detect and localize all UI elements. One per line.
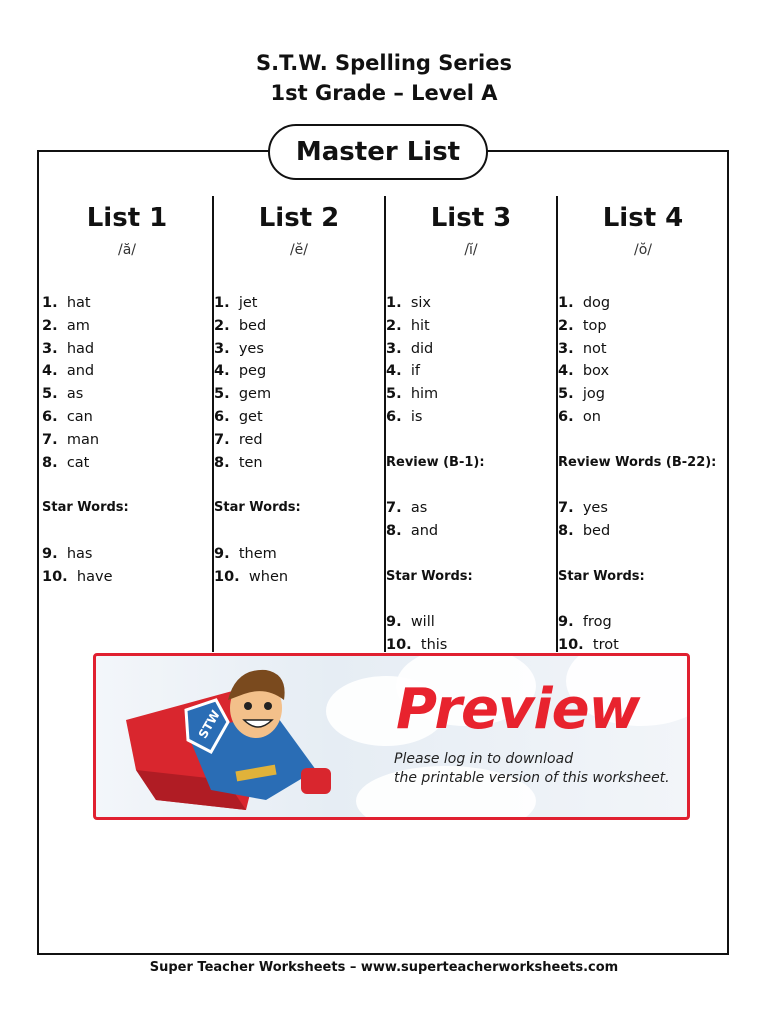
item-number: 5. [214,386,230,403]
spelling-word: if [410,363,420,380]
item-number: 4. [386,363,402,380]
item-number: 1. [42,295,58,311]
spacer [214,474,384,497]
list-item [214,360,384,383]
list-column-3 [386,196,556,657]
list-item [558,520,728,543]
spelling-word: hit [410,317,430,334]
list-title: List 2 [258,203,340,233]
list-item [214,315,384,338]
list-item [42,566,212,589]
item-number: 7. [558,500,574,517]
item-number: 2. [558,317,574,334]
list-item [386,360,556,383]
spelling-word: bed [582,522,611,539]
word-list [42,292,212,588]
list-item [386,338,556,361]
worksheet-header [0,48,768,108]
spelling-word: can [66,408,93,425]
item-number: 5. [42,386,58,403]
spelling-word: on [582,408,601,425]
list-sound: /ĭ/ [464,242,478,258]
item-number: 10. [214,568,240,585]
list-column-4 [558,196,728,657]
spelling-word: top [582,317,607,334]
item-number: 3. [214,340,230,357]
spelling-word: gem [238,386,272,403]
item-number: 5. [386,386,402,403]
spelling-word: yes [582,500,608,517]
item-number: 8. [558,522,574,539]
spelling-word: and [410,522,439,539]
item-number: 3. [558,340,574,357]
item-number: 2. [386,317,402,334]
spelling-word: cat [66,454,90,471]
list-item [558,360,728,383]
spelling-word: get [238,408,263,425]
list-item [558,406,728,429]
list-title: List 3 [430,203,512,233]
preview-banner[interactable] [93,653,690,820]
item-number: 9. [214,545,230,562]
list-item [42,315,212,338]
item-number: 6. [386,408,402,425]
list-item [558,292,728,315]
list-sound: /ă/ [117,242,136,258]
list-item [42,292,212,315]
section-heading: Star Words: [558,568,645,584]
spelling-word: has [66,545,93,562]
list-sound: /ŏ/ [634,242,652,258]
word-list [558,292,728,657]
item-number: 10. [386,636,412,653]
list-item [214,452,384,475]
footer-credit: Super Teacher Worksheets – www.superteacherworksheets.com [149,960,619,975]
spelling-word: yes [238,340,264,357]
spacer [386,588,556,611]
list-item [214,429,384,452]
list-column-2 [214,196,384,588]
spelling-word: ten [238,454,263,471]
spelling-word: six [410,295,431,311]
item-number: 8. [214,454,230,471]
superhero-mascot-icon [116,660,346,820]
item-number: 9. [558,614,574,631]
list-item [214,338,384,361]
list-item [386,315,556,338]
spacer [558,588,728,611]
spelling-word: bed [238,317,267,334]
list-item [558,338,728,361]
list-item [214,292,384,315]
item-number: 3. [42,340,58,357]
preview-message-line: the printable version of this worksheet. [394,770,670,786]
spelling-word: trot [592,636,619,653]
list-item [214,543,384,566]
list-title: List 4 [602,203,684,233]
item-number: 7. [214,431,230,448]
spelling-word: frog [582,614,612,631]
spelling-word: man [66,431,100,448]
spacer [558,474,728,497]
series-title: S.T.W. Spelling Series [256,51,512,75]
section-heading: Star Words: [42,500,129,516]
word-list [214,292,384,588]
spelling-word: jog [582,386,605,403]
list-item [42,338,212,361]
word-list [386,292,556,657]
spelling-word: them [238,545,277,562]
list-item [386,611,556,634]
item-number: 3. [386,340,402,357]
item-number: 6. [558,408,574,425]
list-item [42,452,212,475]
item-number: 4. [558,363,574,380]
list-item [386,497,556,520]
item-number: 7. [386,500,402,517]
spacer [386,474,556,497]
item-number: 8. [42,454,58,471]
spelling-word: had [66,340,95,357]
item-number: 6. [214,408,230,425]
list-item [558,383,728,406]
list-item [558,611,728,634]
list-title: List 1 [86,203,168,233]
section-heading: Star Words: [214,500,301,516]
preview-message [394,750,670,788]
item-number: 10. [558,636,584,653]
list-item [42,543,212,566]
spelling-word: is [410,408,423,425]
item-number: 4. [214,363,230,380]
item-number: 1. [558,295,574,311]
spelling-word: not [582,340,607,357]
spelling-word: when [248,568,289,585]
list-item [42,360,212,383]
list-item [42,429,212,452]
list-item [386,383,556,406]
spacer [386,429,556,452]
spacer [42,474,212,497]
preview-title: Preview [396,677,640,742]
spelling-word: red [238,431,263,448]
list-item [558,497,728,520]
list-sound: /ĕ/ [289,242,309,258]
spelling-word: as [410,500,428,517]
spelling-word: and [66,363,95,380]
item-number: 2. [214,317,230,334]
section-heading: Review Words (B-22): [558,454,717,470]
spacer [42,520,212,543]
grade-level: 1st Grade – Level A [270,81,498,105]
list-item [214,406,384,429]
item-number: 1. [386,295,402,311]
spelling-word: him [410,386,439,403]
list-item [386,292,556,315]
section-heading: Star Words: [386,568,473,584]
spelling-word: this [420,636,448,653]
item-number: 9. [42,545,58,562]
spacer [386,543,556,566]
spelling-word: as [66,386,84,403]
list-item [214,383,384,406]
spelling-word: did [410,340,434,357]
item-number: 1. [214,295,230,311]
list-item [42,383,212,406]
spelling-word: have [76,568,113,585]
spelling-word: am [66,317,90,334]
list-item [558,315,728,338]
master-list-label: Master List [268,124,488,180]
badge-label: STW [195,707,223,741]
list-item [386,406,556,429]
list-item [214,566,384,589]
item-number: 5. [558,386,574,403]
spelling-word: box [582,363,610,380]
spelling-word: dog [582,295,611,311]
preview-message-line: Please log in to download [394,751,574,767]
spacer [558,543,728,566]
list-item [386,520,556,543]
section-heading: Review (B-1): [386,454,485,470]
spelling-word: jet [238,295,258,311]
item-number: 7. [42,431,58,448]
item-number: 2. [42,317,58,334]
item-number: 9. [386,614,402,631]
spelling-word: peg [238,363,267,380]
list-item [42,406,212,429]
list-column-1 [42,196,212,588]
item-number: 4. [42,363,58,380]
spacer [558,429,728,452]
spelling-word: will [410,614,435,631]
item-number: 10. [42,568,68,585]
spacer [214,520,384,543]
item-number: 6. [42,408,58,425]
spelling-word: hat [66,295,91,311]
item-number: 8. [386,522,402,539]
